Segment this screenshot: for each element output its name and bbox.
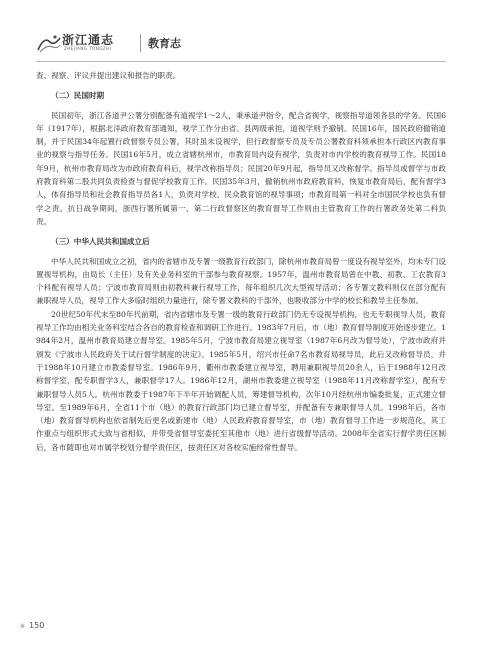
gazetteer-logo [36, 30, 136, 56]
footer-mark-icon: ✼ [20, 623, 26, 630]
section-heading-prc: （三）中华人民共和国成立后 [51, 237, 150, 247]
page-number: 150 [29, 621, 45, 630]
paragraph-prc-later: 20世纪50年代末至80年代前期，省内省辖市及专署一级的教育行政部门仍无专设视导机构，也无专职视导人员，教育视导工作均由相关业务科室结合各自的教育检查和调研工作进行。1983年7月后，市（地）教育督导制度开始逐步建立。1984年2月，温州市教育局建立督导室。1985年5月，宁波市教育局建立视导室（1987年6月改为督导处），宁波市政府并颁发《宁波市人民政府关于试行督学制度的决定》。1985年5月，绍兴市任命7名市教育局视导员，此后又改称督导员，并于1988年10月建立市教委督导室。1986年9月，衢州市教委建立视导室，聘用兼职视导员20余人，后于1988年12月改称督学室，配专职督学3人，兼职督学17人。1986年12月，湖州市教委建立视导室（1988年11月改称督学室），配有专兼职督导人员5人。杭州市教委于1987年下半年开始调配人员，筹建督导机构，次年10月经杭州市编委批复，正式建立督导室。至1989年6月，全省11个市（地）的教育行政部门均已建立督导室，并配备有专兼职督导人员。1998年后，各市（地）教育督导机构也依省制先后更名或新建市（地）人民政府教育督导室，市（地）教育督导工作进一步规范化，其工作重点与组织形式大致与省相似，并带受省督导室委托至其他市（地）进行省级督导活动。2008年全省实行督学责任区制后，各市随即也对市属学校划分督学责任区，按责任区对各校实施经常性督导。 [36, 309, 446, 452]
page-footer [20, 621, 44, 630]
paragraph-prc-early: 中华人民共和国成立之初，省内的省辖市及专署一级教育行政部门，除杭州市教育局曾一度设有视导室外，均未专门设置视导机构，由局长（主任）及有关业务科室的干部参与教育视察。1957年，温州市教育局曾在中教、初教、工农教育3个科配有视导人员；宁波市教育局则由初教科兼行视导工作，每年组织几次大型视导活动；各专署文教科则仅在部分配有兼职视导人员，视导工作大多临时组织力量进行，除专署文教科的干部外，也吸收部分中学的校长和教导主任参加。 [36, 256, 446, 306]
section-title: 教育志 [148, 37, 181, 50]
logo-subtitle: ZHEJIANG TONGZHI [64, 46, 112, 51]
intro-paragraph: 查、视察、评议并提出建议和报告的职责。 [36, 71, 181, 80]
header-divider [140, 34, 141, 52]
logo-title: 浙江通志 [62, 33, 115, 47]
header-rule [36, 61, 446, 62]
page-header [36, 30, 446, 60]
section-heading-republic: （二）民国时期 [51, 91, 105, 101]
logo-icon [36, 32, 62, 54]
page-body [36, 69, 446, 454]
paragraph-republic: 民国初年，浙江各道尹公署分别配备有道视学1～2人，秉承道尹指令，配合省视学，视察指导道领各县的学务。民国6年（1917年），根据北洋政府教育部通知，视学工作分由省、县两级承担，道视学则予撤销。民国16年，国民政府撤销道制，并于民国34年起置行政督察专员公署，其时虽未设视学，但行政督察专员及专员公署教育科须承担本行政区内教育事业的视察与指导任务。民国16年5月，成立省辖杭州市，市教育局内设有视学，负责对市内学校的教育视导工作。民国18年9月，杭州市教育局改为市政府教育科后，视学改称指导员；民国20年9月起，指导员又改称督学。指导员或督学与市政府教育科第二股共同负责检查与督促学校教育工作。民国35年3月，撤销杭州市政府教育科，恢复市教育局后，配有督学3人，体育指导员和社会教育指导员各1人，负责对学校、民众教育馆的视导事项；市教育局第一科对全市国民学校也负有督学之责。抗日战争期间，浙西行署所属第一、第二行政督察区的教育督导工作则由主管教育工作的行署政务处第二科负责。 [36, 110, 446, 226]
